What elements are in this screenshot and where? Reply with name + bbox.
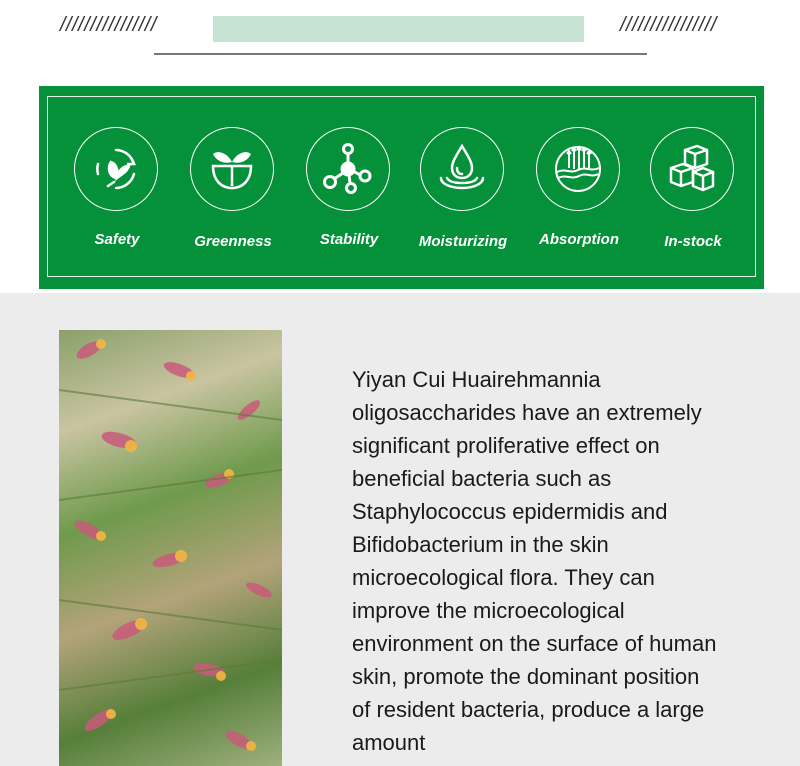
right-decorative-slashes: //////////////// (620, 14, 717, 36)
feature-label: Greenness (194, 233, 272, 250)
feature-greenness (178, 127, 288, 267)
header-underline (154, 53, 647, 55)
boxes-icon (665, 142, 719, 196)
molecule-icon (321, 142, 375, 196)
feature-safety (62, 127, 172, 267)
feature-label: In-stock (664, 233, 722, 250)
features-border (47, 96, 756, 277)
content-section (0, 293, 800, 766)
feature-label: Safety (94, 231, 140, 248)
feature-stability (294, 127, 404, 267)
feature-icon-ring (536, 127, 620, 211)
feature-moisturizing (408, 127, 518, 267)
feature-absorption (524, 127, 634, 267)
feature-icon-ring (650, 127, 734, 211)
feature-icon-ring (306, 127, 390, 211)
description-text: Yiyan Cui Huairehmannia oligosaccharides have an extremely significant proliferative effect on beneficial bacteria such as Staphylococcus epidermidis and Bifidobacterium in the skin microecological flora. They can improve the microecological environment on the surface of human skin, promote the dominant position of resident bacteria, produce a large amount (352, 367, 717, 755)
feature-icon-ring (74, 127, 158, 211)
feature-label: Stability (319, 231, 379, 248)
leaf-recycle-icon (89, 142, 143, 196)
sprout-icon (205, 142, 259, 196)
feature-in-stock (638, 127, 748, 267)
feature-icon-ring (420, 127, 504, 211)
skin-absorption-icon (551, 142, 605, 196)
rehmannia-flower-photo (59, 330, 282, 766)
feature-icon-ring (190, 127, 274, 211)
feature-label: Moisturizing (418, 233, 508, 250)
left-decorative-slashes: //////////////// (60, 14, 157, 36)
header-title-bar (213, 16, 584, 42)
water-drop-icon (435, 142, 489, 196)
page-header (0, 0, 800, 70)
features-panel (39, 86, 764, 289)
feature-label: Absorption (539, 231, 619, 248)
